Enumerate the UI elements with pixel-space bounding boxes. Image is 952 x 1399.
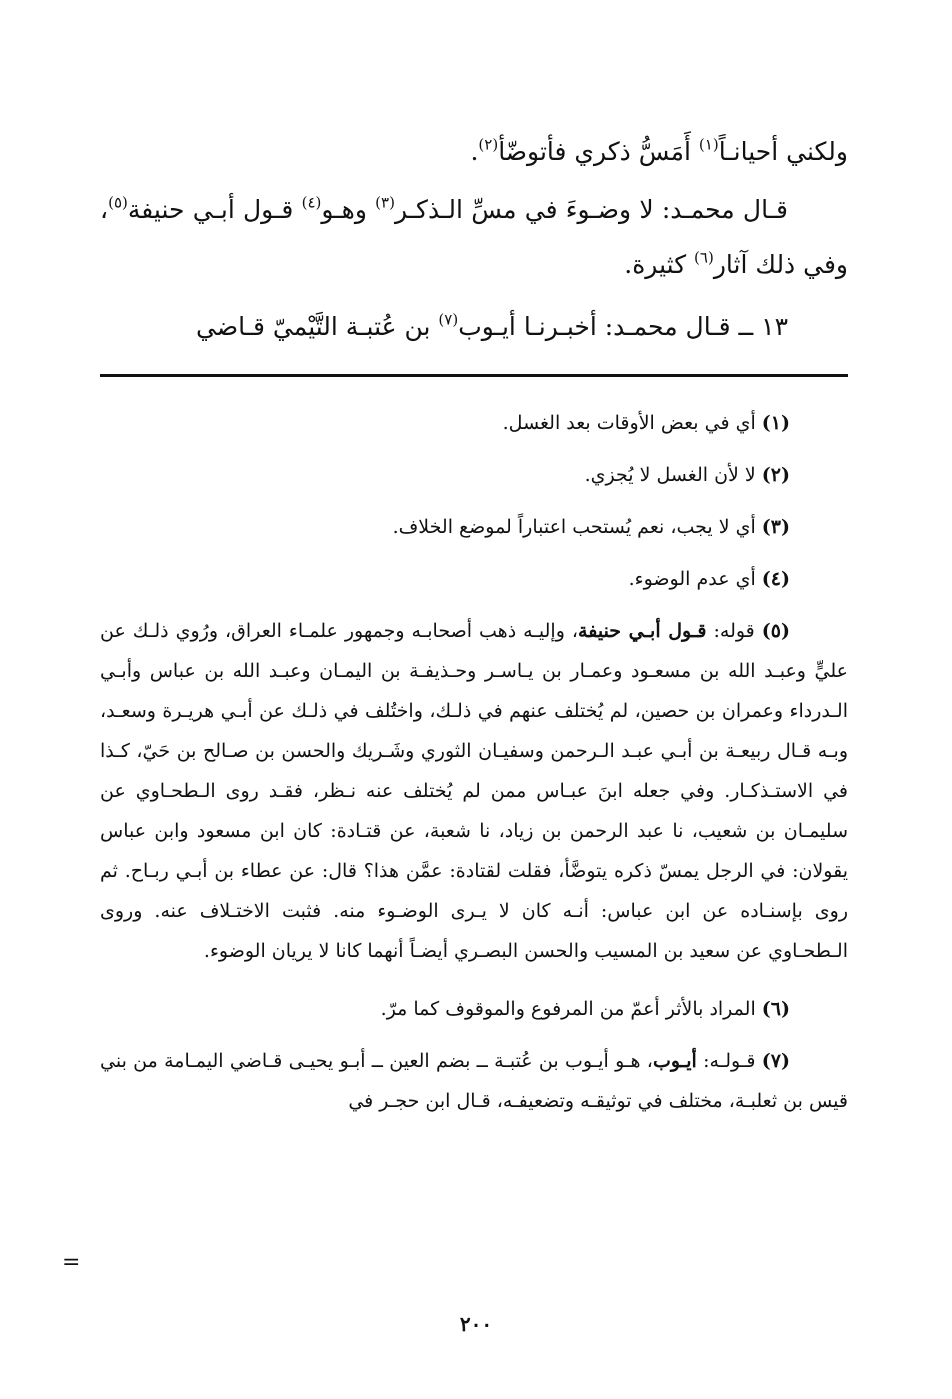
text-run: ولكني أحيانـاً [718, 137, 848, 166]
footnote-text: أي عدم الوضوء. [628, 568, 756, 590]
footnote-text: أي لا يجب، نعم يُستحب اعتباراً لموضع الخلاف. [392, 516, 756, 538]
footnote-ref-5: (٥) [108, 193, 128, 212]
main-paragraph-3 [100, 297, 848, 357]
footnote-separator [100, 374, 848, 377]
footnote-ref-7: (٧) [438, 310, 459, 329]
text-run: . [470, 137, 479, 166]
footnote-lead: قـولـه: [696, 1050, 756, 1072]
footnote-number: (٥) [761, 620, 790, 642]
footnote-number: (٤) [761, 568, 790, 590]
footnote-ref-2: (٢) [478, 135, 499, 154]
main-line-1 [100, 122, 848, 182]
page-number: ٢٠٠ [459, 1312, 493, 1336]
footnote-quoted-term: أيـوب [652, 1050, 697, 1072]
footnote-2 [100, 455, 848, 495]
footnote-lead: قوله: [706, 620, 755, 642]
main-text [100, 122, 848, 357]
text-run: وهـو [321, 195, 376, 224]
footnote-quoted-term: قـول أبـي حنيفة [578, 620, 707, 642]
footnote-number: (٣) [761, 516, 790, 538]
footnote-number: (١) [761, 412, 790, 434]
footnote-number: (٢) [761, 464, 790, 486]
footnote-ref-6: (٦) [694, 248, 714, 267]
footnote-1 [100, 403, 848, 443]
footnote-ref-3: (٣) [375, 193, 395, 212]
footnote-4 [100, 559, 848, 599]
footnote-text: لا لأن الغسل لا يُجزي. [584, 464, 756, 486]
continuation-mark: = [62, 1250, 81, 1275]
footnote-3 [100, 507, 848, 547]
footnote-ref-1: (١) [698, 135, 719, 154]
footnote-5 [100, 611, 848, 971]
footnotes [100, 403, 848, 1133]
text-run: كثيرة. [624, 250, 695, 279]
footnote-text: أي في بعض الأوقات بعد الغسل. [502, 412, 756, 434]
footnote-6 [100, 989, 848, 1029]
text-run: بن عُتبـة التَّيْميّ قـاضي [196, 312, 439, 341]
footnote-number: (٧) [761, 1050, 790, 1072]
footnote-number: (٦) [761, 998, 790, 1020]
text-run: قـال محمـد: لا وضـوءَ في مسِّ الـذكـر [394, 195, 788, 224]
footnote-7 [100, 1041, 848, 1121]
text-run: ، وفي ذلك آثار [100, 195, 848, 279]
text-run: ١٣ ــ قـال محمـد: أخبـرنـا أيـوب [458, 312, 788, 341]
footnote-ref-4: (٤) [301, 193, 322, 212]
main-paragraph-2 [100, 182, 848, 292]
footnote-text: المراد بالأثر أعمّ من المرفوع والموقوف كما مرّ. [380, 998, 756, 1020]
text-run: قـول أبـي حنيفة [127, 195, 302, 224]
text-run: أَمَسُّ ذكري فأتوضّأ [498, 137, 699, 166]
footnote-text: ، هـو أيـوب بن عُتبـة ــ بضم العين ــ أبـو يحيـى قـاضي اليمـامة من بني قيس بن ثعلبـة، مختلف في توثيقـه وتضعيفـه، قـال ابن حجـر في [100, 1050, 848, 1112]
footnote-text: ، وإليـه ذهب أصحابـه وجمهور علمـاء العراق، ورُوي ذلـك عن عليٍّ وعبـد الله بن مسعـود وعمـار بن يـاسـر وحـذيفـة بن اليمـان وعبـد الله بن عباس وأبـي الـدرداء وعمران بن حصين، لم يُختلف عنهم في ذلـك، واختُلف في ذلـك عن أبـي هريـرة وسعـد، وبـه قـال ربيعـة بن أبـي عبـد الـرحمن وسفيـان الثوري وشَـريك والحسن بن صـالح بن حَيّ، كـذا في الاستـذكـار. وفي جعله ابنَ عبـاس ممن لم يُختلف عنه نـظر، فقـد روى الـطحـاوي عن سليمـان بن شعيب، نا عبد الرحمن بن زياد، نا شعبة، عن قتـادة: كان ابن مسعود وابن عباس يقولان: في الرجل يمسّ ذكره يتوضَّأ، فقلت لقتادة: عمَّن هذا؟ قال: عن عطاء بن أبـي ربـاح. ثم روى بإسنـاده عن ابن عباس: أنـه كان لا يـرى الوضـوء منه. فثبت الاختـلاف عنه. وروى الـطحـاوي عن سعيد بن المسيب والحسن البصـري أيضـاً أنهما كانا لا يريان الوضوء. [100, 620, 848, 962]
